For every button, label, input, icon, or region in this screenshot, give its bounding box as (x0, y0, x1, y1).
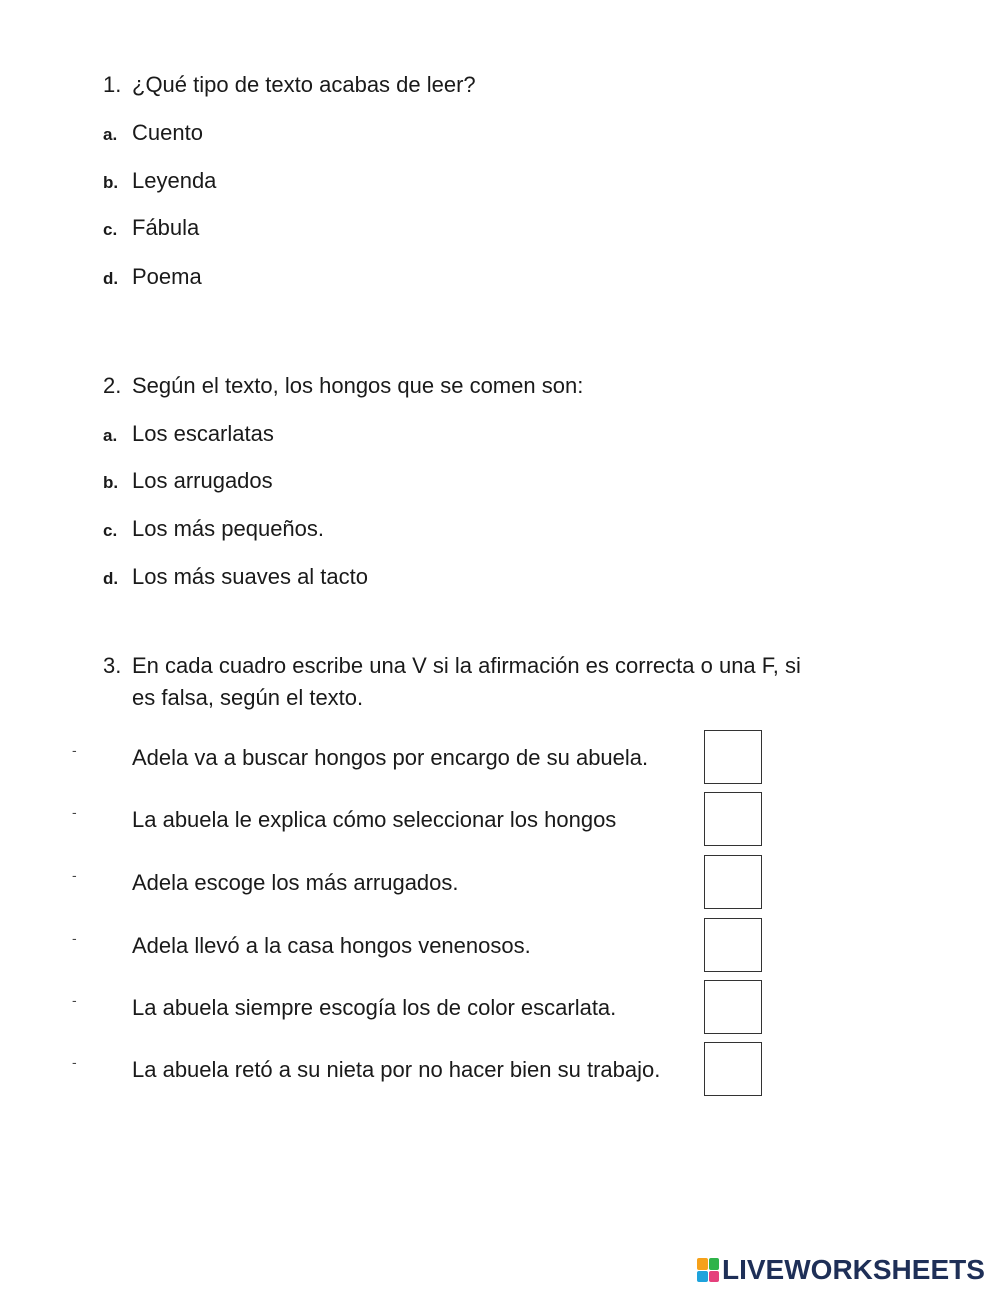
option-2b[interactable] (103, 465, 273, 499)
question-3 (103, 650, 801, 714)
question-number: 1. (103, 72, 122, 97)
option-letter: b. (103, 473, 119, 492)
bullet-dash: - (72, 930, 77, 946)
option-text: Cuento (132, 120, 203, 145)
option-letter: c. (103, 220, 118, 239)
option-1c[interactable] (103, 212, 199, 246)
statement-row-4 (0, 918, 780, 974)
option-letter: a. (103, 125, 118, 144)
answer-box[interactable] (704, 980, 762, 1034)
option-text: Poema (132, 264, 202, 289)
bullet-dash: - (72, 742, 77, 758)
liveworksheets-logo-icon (697, 1258, 719, 1282)
option-letter: d. (103, 569, 119, 588)
answer-box[interactable] (704, 918, 762, 972)
option-text: Leyenda (132, 168, 217, 193)
option-1b[interactable] (103, 165, 216, 199)
answer-box[interactable] (704, 730, 762, 784)
question-text: Según el texto, los hongos que se comen son: (132, 373, 584, 398)
option-text: Los escarlatas (132, 421, 274, 446)
option-letter: a. (103, 426, 118, 445)
statement-text: La abuela le explica cómo seleccionar los hongos (132, 807, 617, 832)
statement-row-2 (0, 792, 780, 848)
statement-text: Adela llevó a la casa hongos venenosos. (132, 933, 531, 958)
option-letter: c. (103, 521, 118, 540)
question-text: ¿Qué tipo de texto acabas de leer? (132, 72, 476, 97)
option-text: Los más pequeños. (132, 516, 325, 541)
question-number: 2. (103, 373, 122, 398)
option-text: Los más suaves al tacto (132, 564, 369, 589)
option-1d[interactable] (103, 261, 202, 295)
question-text-line-2: es falsa, según el texto. (132, 685, 364, 710)
watermark-text: LIVEWORKSHEETS (722, 1254, 985, 1285)
bullet-dash: - (72, 867, 77, 883)
logo-square (697, 1271, 708, 1283)
option-text: Fábula (132, 215, 200, 240)
bullet-dash: - (72, 804, 77, 820)
question-1 (103, 69, 476, 101)
logo-square (709, 1271, 720, 1283)
statement-text: Adela escoge los más arrugados. (132, 870, 459, 895)
question-number: 3. (103, 653, 122, 678)
bullet-dash: - (72, 992, 77, 1008)
option-text: Los arrugados (132, 468, 273, 493)
question-text-line-1: En cada cuadro escribe una V si la afirmación es correcta o una F, si (132, 653, 801, 678)
liveworksheets-logo (697, 1254, 985, 1286)
question-text (132, 650, 801, 714)
answer-box[interactable] (704, 1042, 762, 1096)
statement-row-3 (0, 855, 780, 911)
logo-square (697, 1258, 708, 1270)
option-letter: d. (103, 269, 119, 288)
statement-text: La abuela siempre escogía los de color escarlata. (132, 995, 617, 1020)
option-letter: b. (103, 173, 119, 192)
option-2c[interactable] (103, 513, 324, 547)
question-2 (103, 370, 583, 402)
statement-row-5 (0, 980, 780, 1036)
bullet-dash: - (72, 1054, 77, 1070)
option-1a[interactable] (103, 117, 203, 151)
answer-box[interactable] (704, 855, 762, 909)
statement-row-1 (0, 730, 780, 786)
option-2d[interactable] (103, 561, 368, 595)
statement-text: La abuela retó a su nieta por no hacer bien su trabajo. (132, 1057, 661, 1082)
statement-row-6 (0, 1042, 780, 1098)
statement-text: Adela va a buscar hongos por encargo de su abuela. (132, 745, 649, 770)
answer-box[interactable] (704, 792, 762, 846)
option-2a[interactable] (103, 418, 274, 452)
logo-square (709, 1258, 720, 1270)
